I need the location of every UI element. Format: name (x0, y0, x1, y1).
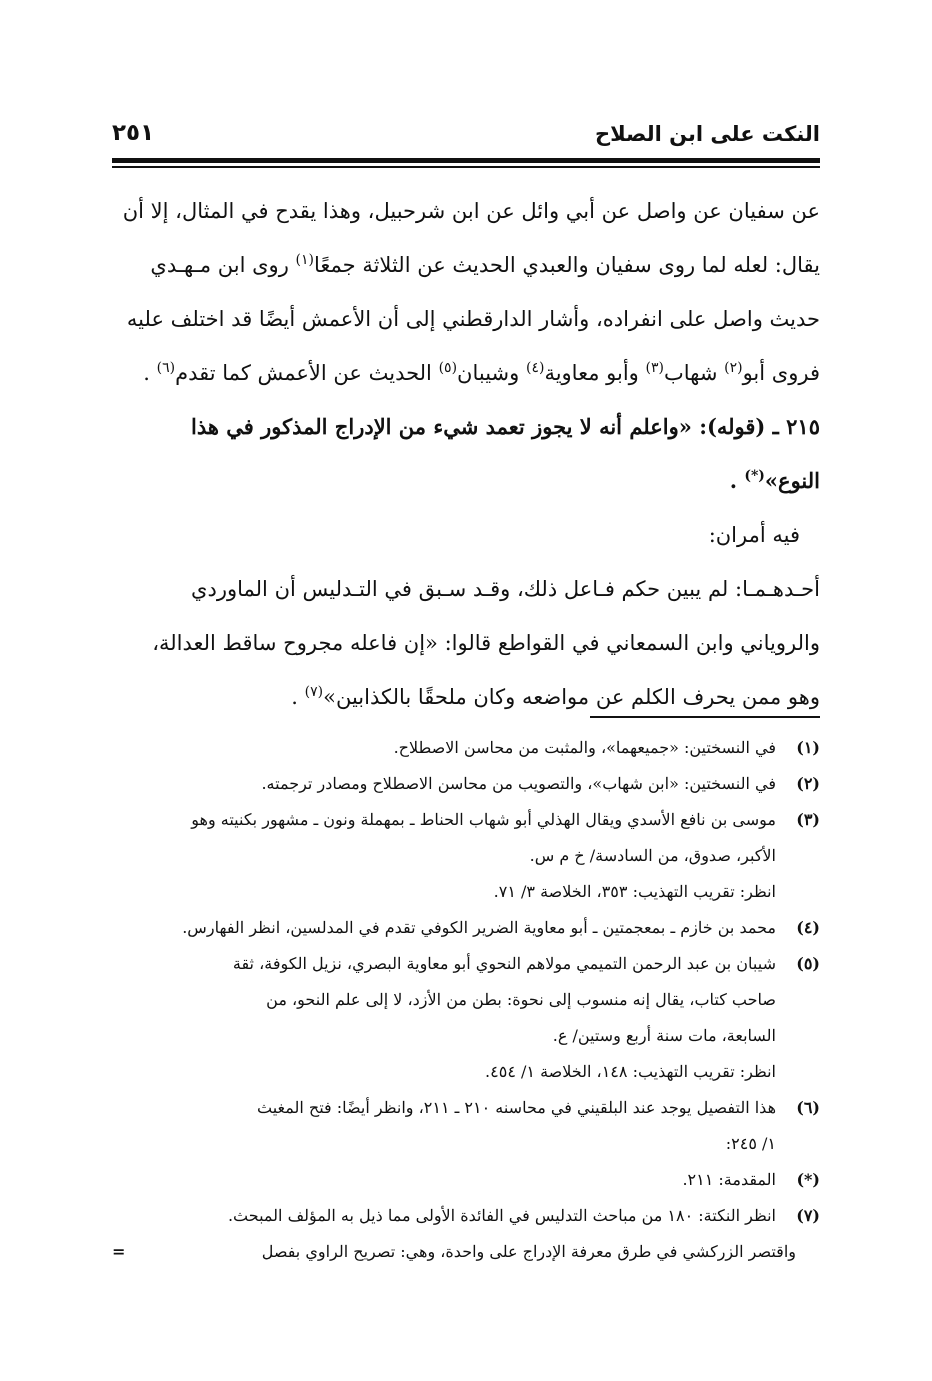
page-header (112, 118, 820, 156)
footnote-separator (590, 716, 820, 718)
footnote-number: (٥) (796, 954, 820, 973)
footnote-line: هذا التفصيل يوجد عند البلقيني في محاسنه ٢١٠ ـ ٢١١، وانظر أيضًا: فتح المغيث (256, 1098, 776, 1117)
text-span: النوع» (764, 468, 820, 493)
header-rule-thin (112, 166, 820, 168)
text-line: والروياني وابن السمعاني في القواطع قالوا: «إن فاعله مجروح ساقط العدالة، (152, 631, 820, 655)
footnote-number: (٧) (796, 1206, 820, 1225)
footnote-ref[interactable]: (٥) (438, 360, 458, 376)
footnote (112, 802, 820, 910)
footnote-line: الأكبر، صدوق، من السادسة/ خ م س. (529, 846, 776, 865)
footnote (112, 1162, 820, 1198)
footnote-line: انظر: تقريب التهذيب: ١٤٨، الخلاصة ١/ ٤٥٤. (485, 1062, 776, 1081)
footnote-ref[interactable]: (١) (295, 252, 314, 268)
footnote-line: في النسختين: «ابن شهاب»، والتصويب من محاسن الاصطلاح ومصادر ترجمته. (261, 774, 776, 793)
footnote-line: انظر: تقريب التهذيب: ٣٥٣، الخلاصة ٣/ ٧١. (493, 882, 776, 901)
footnote (112, 766, 820, 802)
running-title: النكت على ابن الصلاح (594, 122, 820, 146)
text-line: فيه أمران: (708, 523, 800, 547)
text-span: وهو ممن يحرف الكلم عن مواضعه وكان ملحقًا بالكذابين» (323, 685, 820, 709)
text-span: يقال: لعله لما روى سفيان والعبدي الحديث عن الثلاثة جمعًا (314, 253, 820, 277)
footnote-number: (٢) (796, 774, 820, 793)
text-span: فروى أبو (742, 361, 820, 385)
footnote (112, 730, 820, 766)
footnote-line: السابعة، مات سنة أربع وستين/ ع. (552, 1026, 776, 1045)
text-span: . (729, 468, 738, 493)
footnote-line: ١/ ٢٤٥: (725, 1134, 776, 1153)
text-span: . (291, 685, 298, 709)
footnote-line: انظر النكتة: ١٨٠ من مباحث التدليس في الفائدة الأولى مما ذيل به المؤلف المبحث. (227, 1206, 776, 1225)
text-span: شهاب (663, 361, 718, 385)
section-heading-line (112, 454, 820, 508)
footnote-number: (٦) (796, 1098, 820, 1117)
footnotes (112, 730, 820, 1270)
footnote (112, 910, 820, 946)
footnote-line: محمد بن خازم ـ بمعجمتين ـ أبو معاوية الضرير الكوفي تقدم في المدلسين، انظر الفهارس. (182, 918, 776, 937)
text-span: . (143, 361, 150, 385)
footnote-ref[interactable]: (٣) (645, 360, 664, 376)
text-span: روى ابن مـهـدي (150, 253, 289, 277)
footnote-continuation (112, 1234, 820, 1270)
text-line (112, 346, 820, 400)
footnote-ref[interactable]: (٧) (304, 684, 324, 700)
footnote-line: شيبان بن عبد الرحمن التميمي مولاهم النحوي أبو معاوية البصري، نزيل الكوفة، ثقة (232, 954, 776, 973)
footnote-line: المقدمة: ٢١١. (682, 1170, 776, 1189)
footnote (112, 1090, 820, 1162)
text-line: أحـدهـمـا: لم يبين حكم فـاعل ذلك، وقـد سـبق في التـدليس أن الماوردي (191, 577, 820, 601)
footnote (112, 946, 820, 1090)
text-span: وأبو معاوية (544, 361, 639, 385)
footnote-line: في النسختين: «جميعهما»، والمثبت من محاسن الاصطلاح. (393, 738, 776, 757)
footnote (112, 1198, 820, 1234)
footnote-line: واقتصر الزركشي في طرق معرفة الإدراج على واحدة، وهي: تصريح الراوي بفصل (261, 1242, 796, 1261)
footnote-ref[interactable]: (٢) (724, 360, 743, 376)
text-line: حديث واصل على انفراده، وأشار الدارقطني إلى أن الأعمش أيضًا قد اختلف عليه (126, 307, 820, 331)
footnote-ref[interactable]: (٤) (525, 360, 545, 376)
header-rule-thick (112, 158, 820, 163)
main-text (112, 184, 820, 724)
continuation-mark: = (112, 1242, 126, 1261)
text-line: عن سفيان عن واصل عن أبي وائل عن ابن شرحبيل، وهذا يقدح في المثال، إلا أن (122, 199, 820, 223)
footnote-ref[interactable]: (٦) (156, 360, 176, 376)
text-span: وشيبان (457, 361, 520, 385)
page-number: ٢٥١ (112, 120, 155, 146)
footnote-number: (*) (796, 1170, 820, 1189)
footnote-line: صاحب كتاب، يقال إنه منسوب إلى نحوة: بطن من الأزد، لا إلى علم النحو، من (266, 990, 776, 1009)
footnote-number: (٤) (796, 918, 820, 937)
footnote-ref[interactable]: (*) (744, 468, 765, 484)
footnote-number: (٣) (796, 810, 820, 829)
footnote-line: موسى بن نافع الأسدي ويقال الهذلي أبو شهاب الحناط ـ بمهملة ونون ـ مشهور بكنيته وهو (191, 810, 776, 829)
text-span: الحديث عن الأعمش كما تقدم (175, 361, 432, 385)
footnote-number: (١) (796, 738, 820, 757)
text-line (112, 238, 820, 292)
section-heading-line: ٢١٥ ـ (قوله): «واعلم أنه لا يجوز تعمد شيء من الإدراج المذكور في هذا (191, 414, 820, 439)
